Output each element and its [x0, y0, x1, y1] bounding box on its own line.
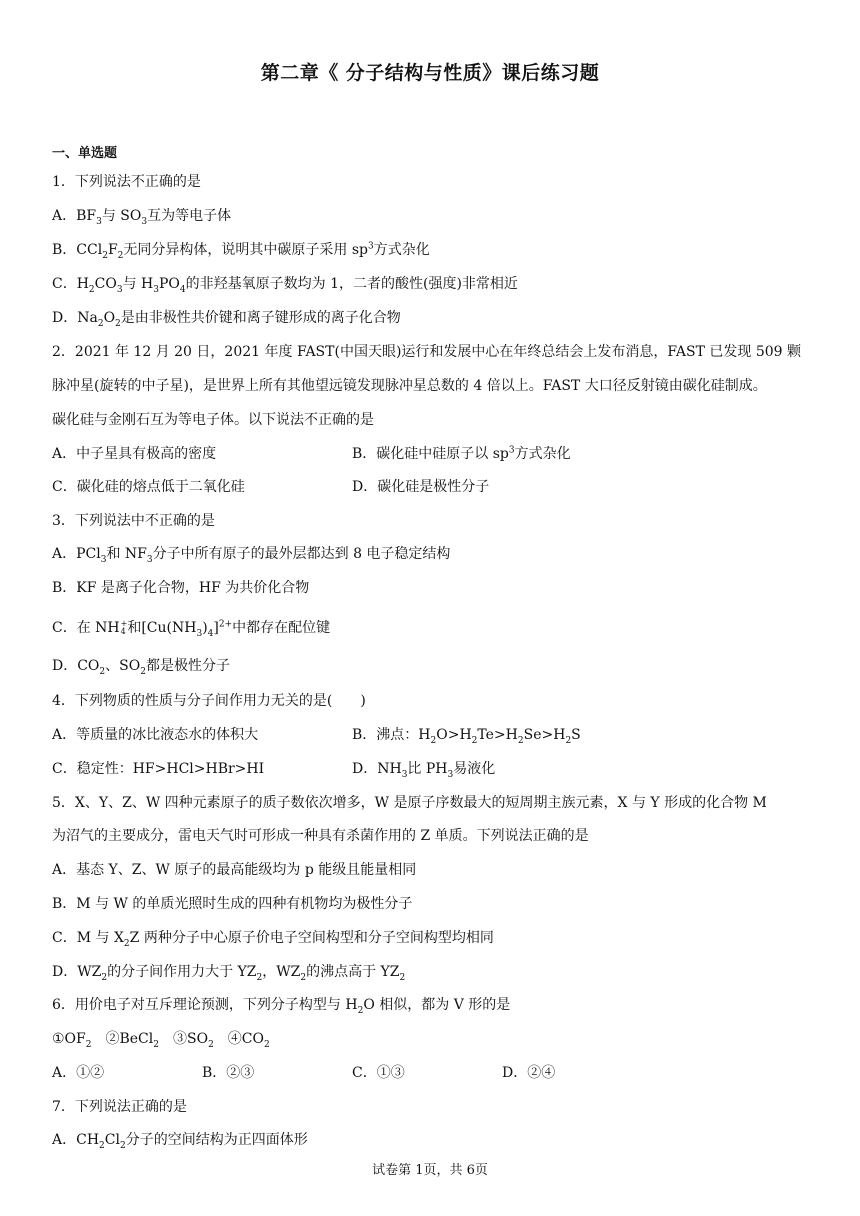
question-6-items: $①OF_2$ ②BeCl$_2$ $③SO_2$ $④CO_2$: [52, 1031, 270, 1050]
question-2-option-b: B．碳化硅中硅原子以 $sp^3$方式杂化: [352, 445, 571, 462]
question-1-stem: 1．下列说法不正确的是: [52, 174, 201, 190]
section-heading: 一、单选题: [52, 146, 118, 161]
question-3-option-a: A．PCl$_3$和 $NF_3$分子中所有原子的最外层都达到 8 电子稳定结构: [52, 546, 451, 565]
question-5-option-a: A．基态 Y、Z、W 原子的最高能级均为 p 能级且能量相同: [52, 862, 417, 878]
question-4-option-d: D．$NH_3$比 $PH_3$易液化: [352, 761, 496, 780]
question-3-option-c: C．在 NH+ 4 和$[Cu(NH_3)_4]^{2+}$中都存在配位键: [52, 619, 331, 639]
question-1-option-b: B．$CCl_2F_2$无同分异构体，说明其中碳原子采用 $sp^3$方式杂化: [52, 241, 430, 261]
question-2-option-c: C．碳化硅的熔点低于二氧化硅: [52, 479, 245, 495]
page-footer: 试卷第 1页，共 6页: [372, 1163, 488, 1178]
question-2-line-3: 碳化硅与金刚石互为等电子体。以下说法不正确的是: [52, 412, 374, 428]
question-4-option-b: B．沸点：$H_2O>H_2Te>H_2Se>H_2S$: [352, 727, 581, 746]
question-3-option-b: B．KF 是离子化合物，HF 为共价化合物: [52, 580, 310, 596]
question-2-option-d: D．碳化硅是极性分子: [352, 479, 490, 495]
question-7-stem: 7．下列说法正确的是: [52, 1099, 187, 1115]
question-4-option-c: C．稳定性：HF>HCl>HBr>HI: [52, 761, 265, 777]
ammonium-charge: + 4: [120, 619, 128, 636]
question-3-stem: 3．下列说法中不正确的是: [52, 513, 215, 529]
question-2-option-a: A．中子星具有极高的密度: [52, 446, 217, 462]
question-5-line-2: 为沼气的主要成分，雷电天气时可形成一种具有杀菌作用的 Z 单质。下列说法正确的是: [52, 828, 589, 844]
question-5-option-c: C．M 与 $X_2Z$ 两种分子中心原子价电子空间构型和分子空间构型均相同: [52, 930, 494, 949]
question-2-line-1: 2．2021 年 12 月 20 日，2021 年度 FAST(中国天眼)运行和发展中心在年终总结会上发布消息，FAST 已发现 509 颗: [52, 344, 802, 360]
question-6-option-a: A．①②: [52, 1065, 105, 1081]
question-6-option-b: B．②③: [202, 1065, 255, 1081]
page-title: 第二章《 分子结构与性质》课后练习题: [260, 62, 600, 84]
question-5-option-d: D．$WZ_2$的分子间作用力大于 $YZ_2$，$WZ_2$的沸点高于 $YZ_2$: [52, 964, 406, 983]
question-4-stem: 4．下列物质的性质与分子间作用力无关的是( ): [52, 693, 366, 709]
question-6-option-d: D．②④: [502, 1065, 556, 1081]
question-1-option-d: D．$Na_2O_2$是由非极性共价键和离子键形成的离子化合物: [52, 310, 401, 329]
question-1-option-a: A．$BF_3$与 $SO_3$互为等电子体: [52, 208, 232, 227]
question-7-option-a: A．$CH_2Cl_2$分子的空间结构为正四面体形: [52, 1132, 308, 1151]
question-5-option-b: B．M 与 W 的单质光照时生成的四种有机物均为极性分子: [52, 896, 413, 912]
question-1-option-c: C．$H_2CO_3$与 $H_3PO_4$的非羟基氧原子数均为 1，二者的酸性(强度)非常相近: [52, 276, 518, 295]
question-6-option-c: C．①③: [352, 1065, 405, 1081]
question-6-stem: 6．用价电子对互斥理论预测，下列分子构型与 $H_2O$ 相似，都为 V 形的是: [52, 997, 511, 1016]
question-3-option-d: D．$CO_2$、$SO_2$都是极性分子: [52, 658, 230, 677]
question-5-line-1: 5．X、Y、Z、W 四种元素原子的质子数依次增多，W 是原子序数最大的短周期主族元素，X 与 Y 形成的化合物 M: [52, 795, 767, 811]
question-4-option-a: A．等质量的冰比液态水的体积大: [52, 727, 259, 743]
question-2-line-2: 脉冲星(旋转的中子星)，是世界上所有其他望远镜发现脉冲星总数的 4 倍以上。FAST 大口径反射镜由碳化硅制成。: [52, 378, 767, 394]
